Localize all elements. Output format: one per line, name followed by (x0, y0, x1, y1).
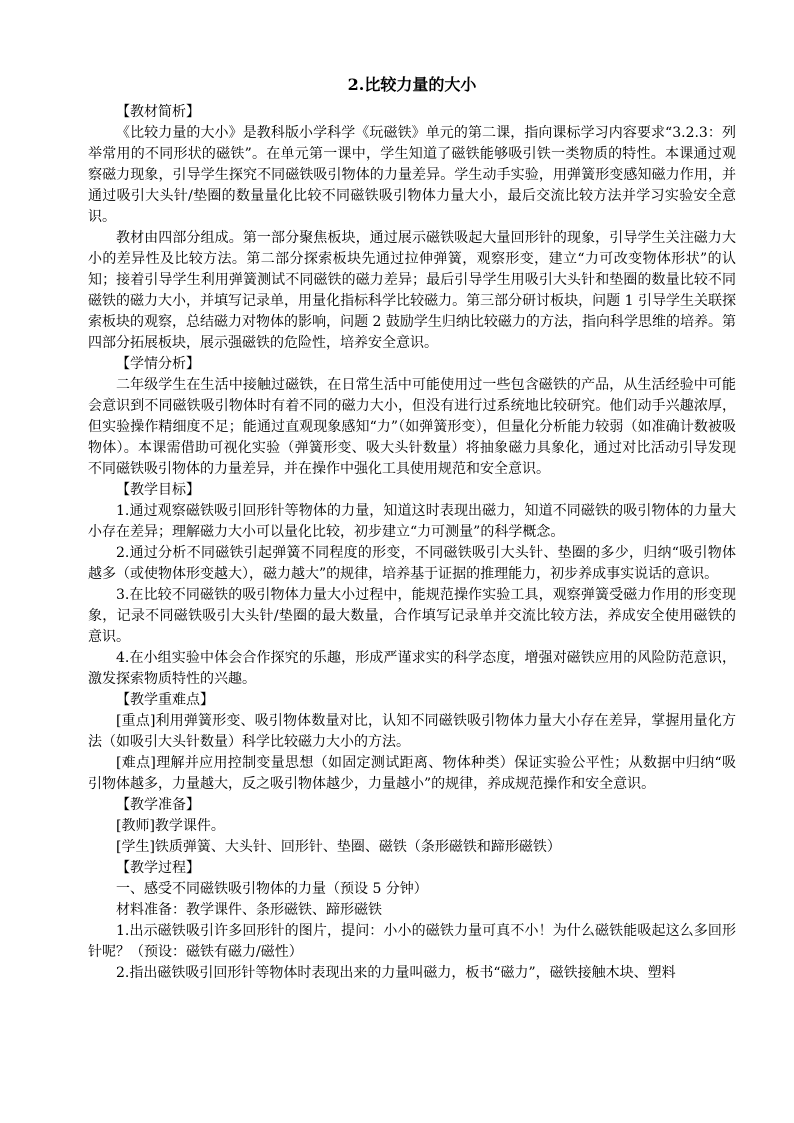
paragraph: 一、感受不同磁铁吸引物体的力量（预设 5 分钟） (116, 881, 428, 897)
section-heading-preparation: 【教学准备】 (116, 797, 200, 813)
goal-item: 4.在小组实验中体会合作探究的乐趣，形成严谨求实的科学态度，增强对磁铁应用的风险防范意识，激发探索物质特性的兴趣。 (88, 650, 736, 687)
paragraph: [学生]铁质弹簧、大头针、回形针、垫圈、磁铁（条形磁铁和蹄形磁铁） (116, 839, 561, 855)
section-heading-learner-analysis: 【学情分析】 (116, 356, 200, 372)
section-heading-textbook-analysis: 【教材简析】 (116, 104, 200, 120)
goal-item: 3.在比较不同磁铁的吸引物体力量大小过程中，能规范操作实验工具，观察弹簧受磁力作用的形变现象，记录不同磁铁吸引大头针/垫圈的最大数量，合作填写记录单并交流比较方法，养成安全使用磁铁的意识。 (88, 587, 736, 645)
paragraph: 材料准备：教学课件、条形磁铁、蹄形磁铁 (116, 902, 382, 918)
goal-item: 2.通过分析不同磁铁引起弹簧不同程度的形变，不同磁铁吸引大头针、垫圈的多少，归纳“吸引物体越多（或使物体形变越大），磁力越大”的规律，培养基于证据的推理能力，初步养成事实说话的意识。 (88, 545, 736, 582)
paragraph: 二年级学生在生活中接触过磁铁，在日常生活中可能使用过一些包含磁铁的产品，从生活经验中可能会意识到不同磁铁吸引物体时有着不同的磁力大小，但没有进行过系统地比较研究。他们动手兴趣浓厚，但实验操作精细度不足；能通过直观现象感知“力”（如弹簧形变），但量化分析能力较弱（如准确计数被吸物体）。本课需借助可视化实验（弹簧形变、吸大头针数量）将抽象磁力具象化，通过对比活动引导发现不同磁铁吸引物体的力量差异，并在操作中强化工具使用规范和安全意识。 (88, 377, 736, 477)
paragraph: [重点]利用弹簧形变、吸引物体数量对比，认知不同磁铁吸引物体力量大小存在差异，掌握用量化方法（如吸引大头针数量）科学比较磁力大小的方法。 (88, 713, 736, 750)
paragraph: 1.出示磁铁吸引许多回形针的图片，提问：小小的磁铁力量可真不小！为什么磁铁能吸起这么多回形针呢？（预设：磁铁有磁力/磁性） (88, 923, 736, 960)
paragraph: 教材由四部分组成。第一部分聚焦板块，通过展示磁铁吸起大量回形针的现象，引导学生关注磁力大小的差异性及比较方法。第二部分探索板块先通过拉伸弹簧，观察形变，建立“力可改变物体形状”的认知；接着引导学生利用弹簧测试不同磁铁的磁力差异；最后引导学生用吸引大头针和垫圈的数量比较不同磁铁的磁力大小，并填写记录单，用量化指标科学比较磁力。第三部分研讨板块，问题 1 引导学生关联探索板块的观察，总结磁力对物体的影响，问题 2 鼓励学生归纳比较磁力的方法，指向科学思维的培养。第四部分拓展板块，展示强磁铁的危险性，培养安全意识。 (88, 230, 736, 351)
paragraph: 2.指出磁铁吸引回形针等物体时表现出来的力量叫磁力，板书“磁力”，磁铁接触木块、塑料 (116, 965, 676, 981)
paragraph: 《比较力量的大小》是教科版小学科学《玩磁铁》单元的第二课，指向课标学习内容要求“3.2.3：列举常用的不同形状的磁铁”。在单元第一课中，学生知道了磁铁能够吸引铁一类物质的特性。本课通过观察磁力现象，引导学生探究不同磁铁吸引物体的力量差异。学生动手实验，用弹簧形变感知磁力作用，并通过吸引大头针/垫圈的数量量化比较不同磁铁吸引物体力量大小，最后交流比较方法并学习实验安全意识。 (88, 125, 736, 225)
paragraph: [难点]理解并应用控制变量思想（如固定测试距离、物体种类）保证实验公平性；从数据中归纳“吸引物体越多，力量越大，反之吸引物体越少，力量越小”的规律，养成规范操作和安全意识。 (88, 755, 736, 792)
document-body (88, 102, 736, 984)
section-heading-teaching-process: 【教学过程】 (116, 860, 200, 876)
goal-item: 1.通过观察磁铁吸引回形针等物体的力量，知道这时表现出磁力，知道不同磁铁的吸引物体的力量大小存在差异；理解磁力大小可以量化比较，初步建立“力可测量”的科学概念。 (88, 503, 736, 540)
section-heading-teaching-goals: 【教学目标】 (116, 482, 200, 498)
paragraph: [教师]教学课件。 (116, 818, 225, 834)
section-heading-key-points: 【教学重难点】 (116, 692, 214, 708)
document-title: 2.比较力量的大小 (347, 75, 477, 94)
